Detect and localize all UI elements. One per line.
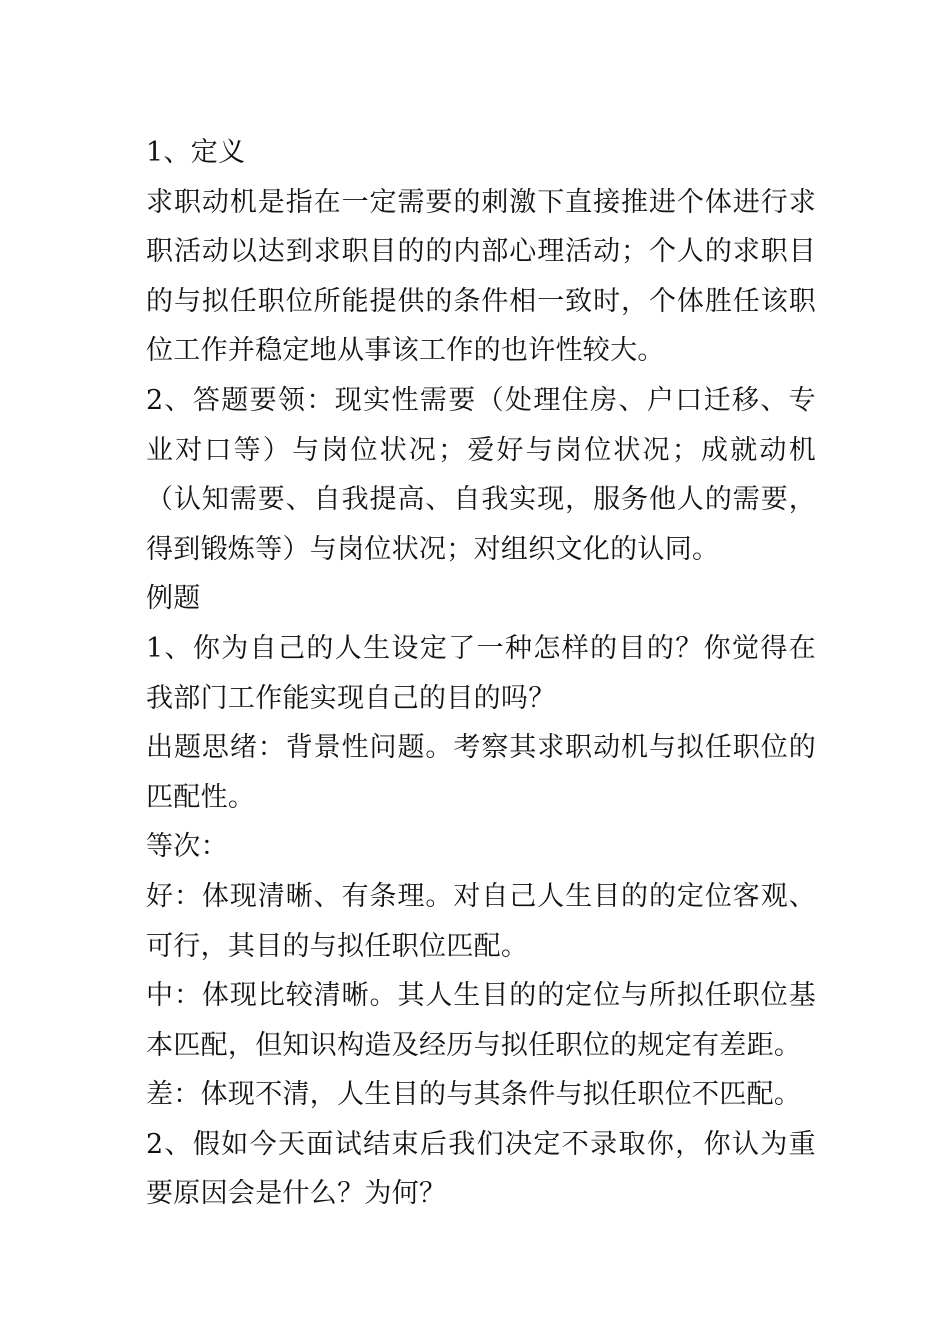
grade-poor: 差：体现不清，人生目的与其条件与拟任职位不匹配。 — [146, 1079, 802, 1111]
grading-heading: 等次： — [146, 831, 228, 863]
grade-medium: 中：体现比较清晰。其人生目的的定位与所拟任职位基本匹配，但知识构造及经历与拟任职位的规定有差距。 — [146, 980, 816, 1061]
answer-key-points-paragraph: 2、答题要领：现实性需要（处理住房、户口迁移、专业对口等）与岗位状况；爱好与岗位状况；成就动机（认知需要、自我提高、自我实现，服务他人的需要，得到锻炼等）与岗位状况；对组织文化的认同。 — [146, 384, 816, 565]
question-rationale: 出题思绪：背景性问题。考察其求职动机与拟任职位的匹配性。 — [146, 732, 816, 813]
section-heading-definition: 1、定义 — [146, 137, 246, 168]
definition-paragraph: 求职动机是指在一定需要的刺激下直接推进个体进行求职活动以达到求职目的的内部心理活动；个人的求职目的与拟任职位所能提供的条件相一致时，个体胜任该职位工作并稳定地从事该工作的也许性较大。 — [146, 186, 816, 367]
example-question-1: 1、你为自己的人生设定了一种怎样的目的？你觉得在我部门工作能实现自己的目的吗？ — [146, 632, 816, 714]
example-question-2: 2、假如今天面试结束后我们决定不录取你，你认为重要原因会是什么？为何？ — [146, 1128, 816, 1210]
examples-heading: 例题 — [146, 583, 201, 615]
document-body — [146, 128, 816, 1219]
grade-good: 好：体现清晰、有条理。对自己人生目的的定位客观、可行，其目的与拟任职位匹配。 — [146, 880, 816, 962]
